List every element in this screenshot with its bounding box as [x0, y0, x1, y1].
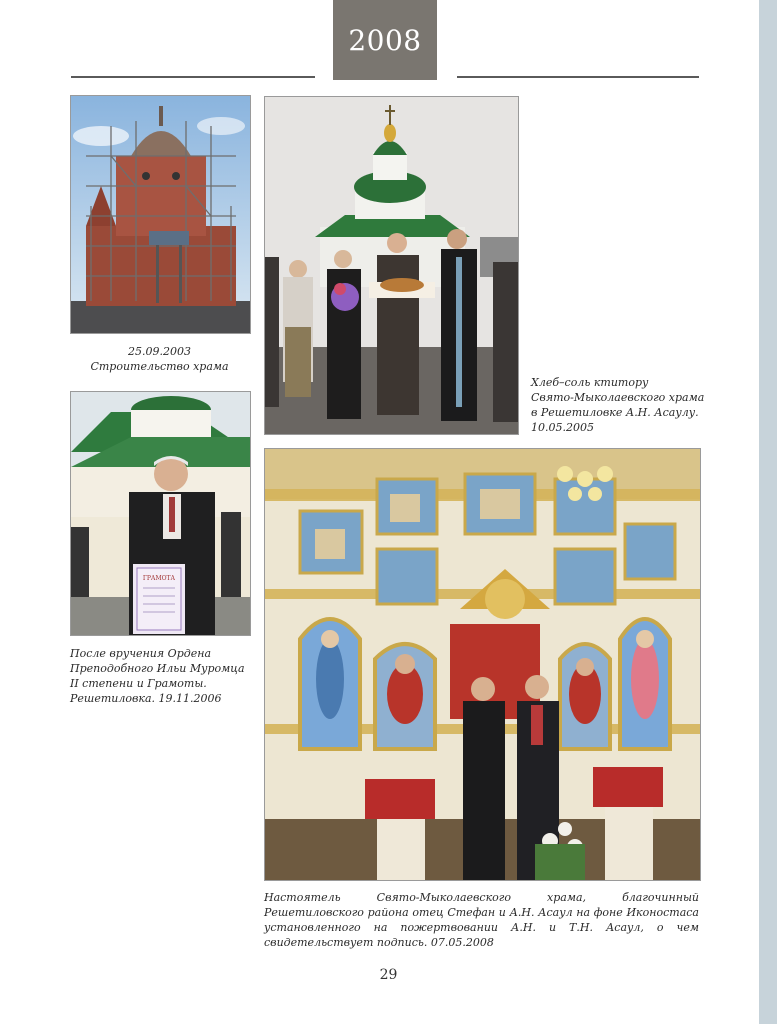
- caption-bread-salt-line-1: Хлеб–соль ктитору: [531, 376, 649, 389]
- bread-salt-image: [265, 97, 518, 434]
- photo-church-construction: [70, 95, 251, 334]
- caption-award-line-1: После вручения Ордена: [70, 647, 212, 660]
- caption-iconostasis: [264, 890, 699, 950]
- caption-iconostasis-text: Настоятель Свято-Мыколаевского храма, благочинный Решетиловского района отец Стефан и А.Н. Асаул на фоне Иконостаса установленного на пожертвовании А.Н. и Т.Н. Асаул, о чем свидетельствует подпись. 07.05.2008: [264, 891, 699, 949]
- caption-bread-salt-line-4: 10.05.2005: [531, 421, 594, 434]
- photo-award: [70, 391, 251, 636]
- photo-bread-salt: [264, 96, 519, 435]
- year-tab: [333, 0, 437, 80]
- award-image: [71, 392, 250, 635]
- caption-construction-date: 25.09.2003: [128, 345, 191, 358]
- year-label: 2008: [348, 23, 422, 57]
- caption-award-line-2: Преподобного Ильи Муромца: [70, 662, 245, 675]
- photo-iconostasis: [264, 448, 701, 881]
- caption-bread-salt-line-2: Свято-Мыколаевского храма: [531, 391, 705, 404]
- caption-bread-salt: [531, 375, 731, 435]
- caption-construction-text: Строительство храма: [90, 360, 229, 373]
- caption-award: [70, 646, 260, 706]
- iconostasis-image: [265, 449, 700, 880]
- caption-award-line-3: II степени и Грамоты.: [70, 677, 207, 690]
- caption-award-line-4: Решетиловка. 19.11.2006: [70, 692, 222, 705]
- caption-construction: [70, 344, 249, 374]
- church-construction-image: [71, 96, 250, 333]
- page-edge-strip: [759, 0, 777, 1024]
- certificate-title: ГРАМОТА: [142, 575, 176, 582]
- header-rule-right: [457, 76, 699, 78]
- header-rule-left: [71, 76, 315, 78]
- page-number: 29: [379, 967, 398, 983]
- caption-bread-salt-line-3: в Решетиловке А.Н. Асаулу.: [531, 406, 699, 419]
